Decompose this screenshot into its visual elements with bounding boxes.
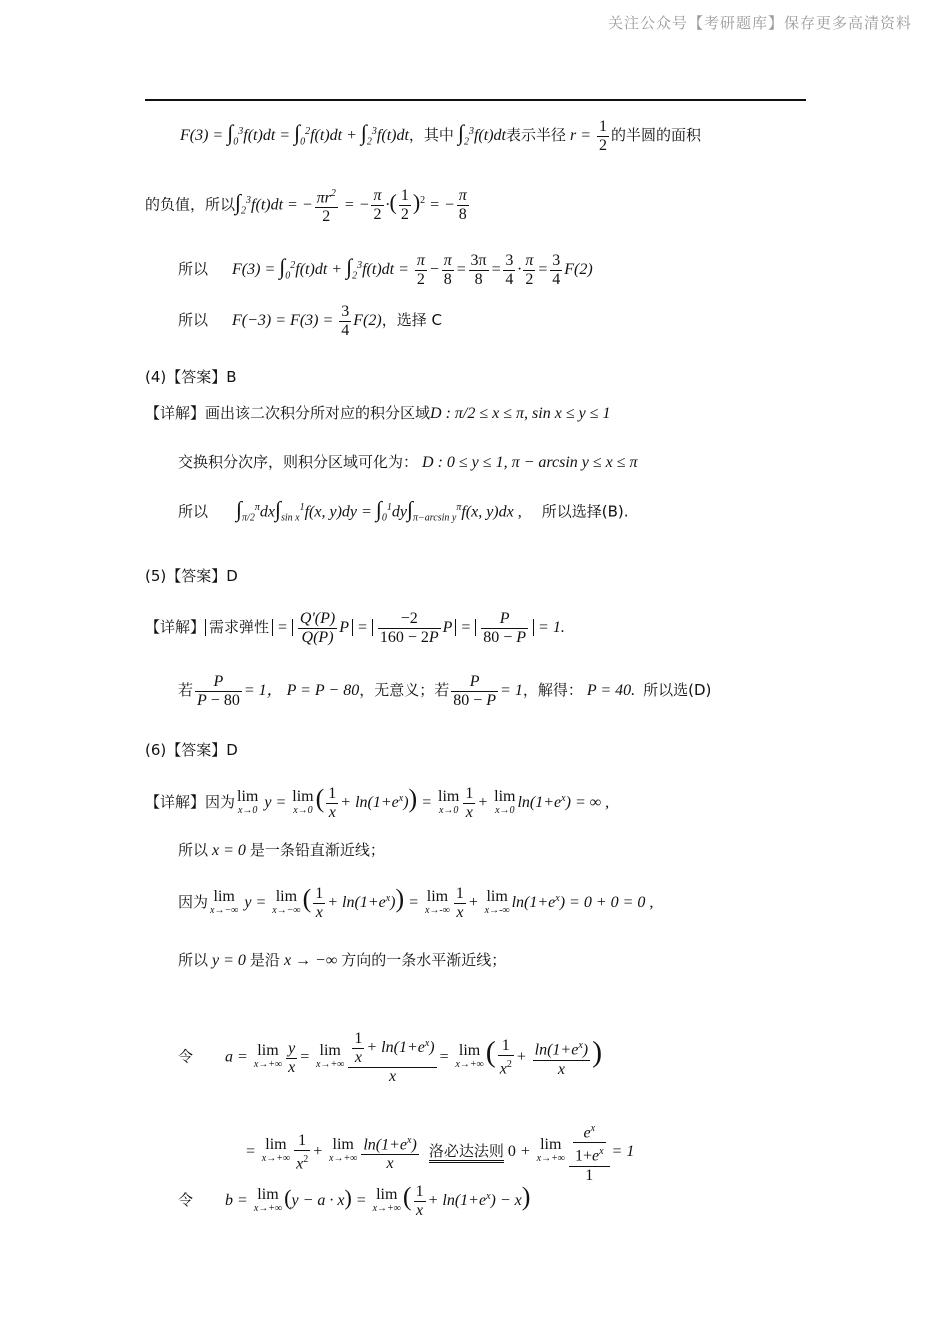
eq-a-limit: 令 a = lim x→+∞ $\frac{y}{x}$ = lim x→+∞ $\frac{1}{x}$ + $\ln(1+e^x)$ x = lim x→+∞ ( $\frac{1}{x^2}$ + $\frac{\ln(1+e^x)}{x}$ ) — [178, 1030, 603, 1085]
eq-a-lhopital: = lim x→+∞ $\frac{1}{x^2}$ + lim x→+∞ $\frac{\ln(1+e^x)}{x}$ 洛必达法则 0 + lim x→+∞ $\frac{\frac{e^x}{1+e^x}}{1}$ = 1 — [245, 1120, 634, 1185]
text-lobida: 洛必达法则 — [429, 1142, 504, 1163]
text-wuyiyi: ，无意义；若 — [359, 681, 450, 700]
watermark: 关注公众号【考研题库】保存更多高清资料 — [607, 14, 912, 32]
text-detail-5: 【详解】 — [145, 618, 206, 637]
text-banyuan: 的半圆的面积 — [611, 126, 702, 145]
answer-4: (4)【答案】B — [145, 368, 237, 386]
eq-limit-x0: 【详解】因为 lim x→0 y = lim x→0 ( $\frac{1}{x}$ + $\ln(1+e^x)$) = lim x→0 $\frac{1}{x}$ + lim x→0 $\ln(1+e^x)$ = ∞ , — [145, 784, 610, 821]
eq-f3-value: 所以 $F(3) = \int_0^2f(t)dt + \int_2^3f(t)dt$ = $\frac{\pi}{2}$ − $\frac{\pi}{8}$ = $\frac{3\pi}{8}$ = $\frac{3}{4}$ · $\frac{\pi}{2}$ = $\frac{3}{4}$ F(2) — [178, 252, 593, 288]
text-suoyi-3: 所以 — [178, 502, 209, 521]
text-ruo-1: 若 — [178, 681, 194, 700]
eq-f3-split: $F(3) = \int_0^3f(t)dt = \int_0^2f(t)dt + \int_2^3f(t)dt$，其中 $\int_2^3f(t)dt$表示半径 r = $\frac{1}{2}$ 的半圆的面积 — [180, 118, 702, 154]
text-biaoshi: 表示半径 — [505, 126, 566, 145]
text-line-horiz: 方向的一条水平渐近线； — [341, 951, 507, 969]
text-vertical-asymptote: 所以 x = 0 是一条铅直渐近线； — [178, 841, 385, 859]
answer-6: (6)【答案】D — [145, 741, 238, 759]
text-yan: 是沿 — [249, 951, 280, 969]
eq-region-swap: 交换积分次序，则积分区域可化为： D : 0 ≤ y ≤ 1, π − arcsin y ≤ x ≤ π — [178, 453, 638, 471]
text-suoyi-2: 所以 — [178, 311, 209, 330]
text-line-vert: 是一条铅直渐近线； — [249, 841, 385, 859]
eq-solve-p: 若 $\frac{P}{P - 80}$ = 1， P = P − 80，无意义；若 $\frac{P}{80 - P}$ = 1，解得： P = 40. 所以选(D) — [178, 673, 712, 709]
text-xuanze-c: ，选择 C — [381, 311, 442, 330]
eq-integral-2-3: 的负值，所以$\int_2^3f(t)dt$ = − $\frac{\pi r^2}{2}$ = − $\frac{\pi}{2}$ ·( $\frac{1}{2}$ )$^2$ = − $\frac{\pi}{8}$ — [145, 185, 471, 226]
header-rule — [145, 99, 806, 101]
eq-swap-integral: 所以 $\int_{\pi/2}^\pi dx\int_{sin x}^1f(x$, $y)dy = \int_0^1dy\int_{\pi-arcsin y}^\pi f(x$, y)dx , 所以选择(B). — [178, 496, 629, 524]
eq-limit-neg-inf: 因为 lim x→−∞ y = lim x→−∞ ( $\frac{1}{x}$ + $\ln(1+e^x)$) = lim x→-∞ $\frac{1}{x}$ + lim x→-∞ $\ln(1+e^x) = 0 + 0 = 0$ , — [178, 884, 654, 921]
text-suoyi-5: 所以 — [178, 951, 209, 969]
text-horizontal-asymptote: 所以 y = 0 是沿 x → −∞ 方向的一条水平渐近线； — [178, 951, 507, 969]
answer-5: (5)【答案】D — [145, 567, 238, 585]
eq-b-limit: 令 b = lim x→+∞ (y − a · x) = lim x→+∞ ( $\frac{1}{x}$ + $\ln(1+e^x) - x$) — [178, 1182, 531, 1219]
text-yinwei: 因为 — [178, 893, 209, 912]
text-ling-2: 令 — [178, 1191, 194, 1210]
text-fuzhi: 的负值，所以 — [145, 195, 236, 214]
text-exchange: 交换积分次序，则积分区域可化为： — [178, 453, 419, 471]
text-xuqiu: 需求弹性 — [209, 618, 270, 637]
eq-elasticity: 【详解】 需求弹性 = $\frac{Q'(P)}{Q(P)}$ P = $\frac{-2}{160 - 2P}$ P = $\frac{P}{80 - P}$ = 1. — [145, 610, 565, 646]
text-qizhong: ，其中 — [408, 126, 454, 145]
detail-4: 【详解】画出该二次积分所对应的积分区域D : π/2 ≤ x ≤ π, sin x ≤ y ≤ 1 — [145, 404, 611, 422]
text-detail-6: 【详解】因为 — [145, 793, 236, 812]
text-suoyi-4: 所以 — [178, 841, 209, 859]
text-xuan-d: 所以选(D) — [643, 681, 712, 700]
text-suoyi-1: 所以 — [178, 260, 209, 279]
text-result-4: 所以选择(B). — [541, 502, 629, 521]
eq-f-neg3: 所以 F(−3) = F(3) = $\frac{3}{4}$ F(2)，选择 C — [178, 303, 442, 339]
text-ling-1: 令 — [178, 1047, 194, 1066]
text-detail-4: 【详解】画出该二次积分所对应的积分区域 — [145, 404, 431, 422]
text-jiede: ，解得： — [522, 681, 583, 700]
